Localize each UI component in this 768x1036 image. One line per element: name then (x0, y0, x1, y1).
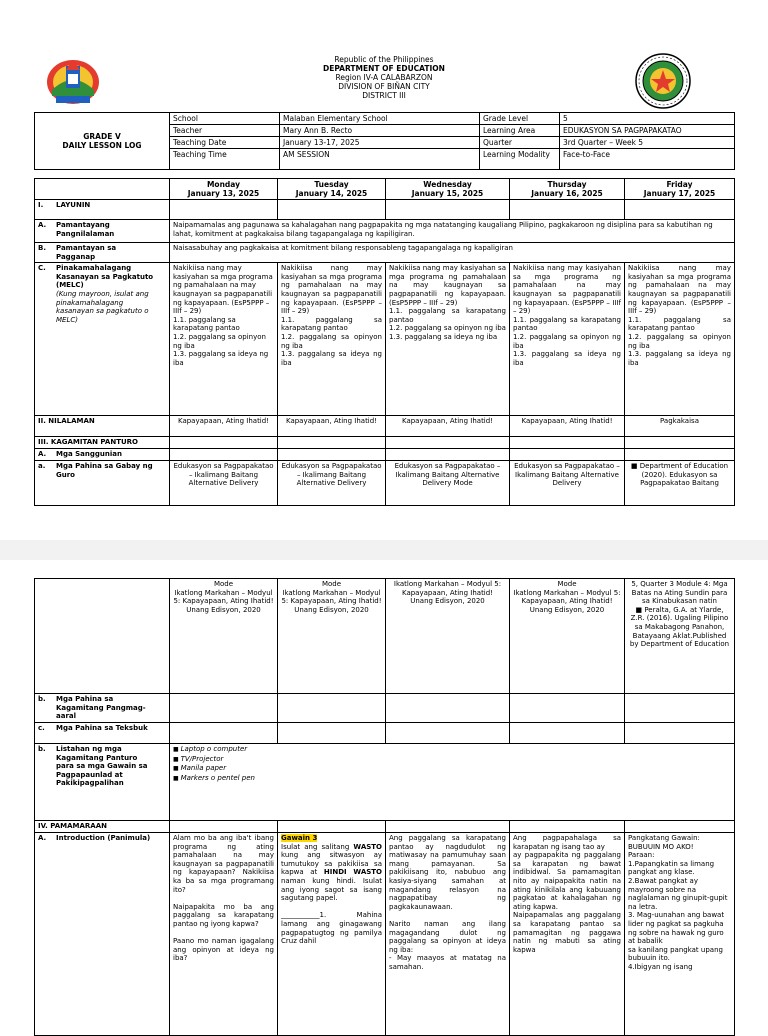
layunin-label: I. LAYUNIN (35, 200, 170, 220)
log-title: DAILY LESSON LOG (62, 141, 142, 150)
gabay-label: a. Mga Pahina sa Gabay ng Guro (35, 461, 170, 506)
header-district: DISTRICT III (362, 91, 406, 100)
pamantayang-pangnilalaman-value: Naipamamalas ang pagunawa sa kahalagahan nang pagpapakita ng mga natatanging kaugaliang Pilipino, pagkakaroon ng disiplina para sa kabutihan ng lahat, komitment at pagkakaisa bilang tagapangalaga ng kapiligiran. (170, 220, 735, 243)
day-header-friday: Friday January 17, 2025 (625, 179, 735, 200)
layunin-fri (625, 200, 735, 220)
pangmag-aaral-tue (278, 694, 386, 723)
lesson-table-page1 (34, 178, 735, 506)
gabay-wed-p1: Edukasyon sa Pagpapakatao – Ikalimang Baitang Alternative Delivery Mode (386, 461, 510, 506)
header-republic: Republic of the Philippines (334, 55, 434, 64)
pamamaraan-tue (278, 821, 386, 833)
nilalaman-wed: Kapayapaan, Ating Ihatid! (386, 416, 510, 437)
header-department: DEPARTMENT OF EDUCATION (323, 64, 445, 73)
teaching-time-value: AM SESSION (280, 149, 480, 170)
material-item: ■ Manila paper (173, 764, 731, 774)
layunin-tue (278, 200, 386, 220)
gabay-fri-p2: 5, Quarter 3 Module 4: Mga Batas na Ating Sundin para sa Kinabukasan natin ■ Peralta, G.A. at Ylarde, Z.R. (2016). Ugaling Pilipino sa Makabagong Panahon, Batayaang Aklat.Published by Department of Education (625, 579, 735, 694)
gabay-mon-p2: Mode Ikatlong Markahan – Modyul 5: Kapayapaan, Ating Ihatid! Unang Edisyon, 2020 (170, 579, 278, 694)
kagamitan-tue (278, 437, 386, 449)
melc-wed: Nakikiisa nang may kasiyahan sa mga programa ng pamahalaan na may kaugnayan sa pagpapanatili ng kapayapaan. (EsP5PPP – IIIf – 29) 1.1. paggalang sa karapatang pantao 1.2. paggalang sa opinyon ng iba 1.3. paggalang sa ideya ng iba (386, 263, 510, 416)
sanggunian-thu (510, 449, 625, 461)
teksbuk-thu (510, 723, 625, 744)
sanggunian-tue (278, 449, 386, 461)
header-division: DIVISION OF BIÑAN CITY (338, 82, 430, 91)
quarter-value: 3rd Quarter – Week 5 (560, 137, 735, 149)
material-item: ■ Markers o pentel pen (173, 774, 731, 784)
gabay-tue-p1: Edukasyon sa Pagpapakatao – Ikalimang Baitang Alternative Delivery (278, 461, 386, 506)
pamamaraan-wed (386, 821, 510, 833)
kagamitan-fri (625, 437, 735, 449)
nilalaman-thu: Kapayapaan, Ating Ihatid! (510, 416, 625, 437)
teksbuk-wed (386, 723, 510, 744)
learning-area-label: Learning Area (480, 125, 560, 137)
info-table (34, 112, 735, 170)
teksbuk-mon (170, 723, 278, 744)
layunin-thu (510, 200, 625, 220)
lesson-table-page2 (34, 578, 735, 1036)
teacher-label: Teacher (170, 125, 280, 137)
sanggunian-fri (625, 449, 735, 461)
teaching-date-value: January 13-17, 2025 (280, 137, 480, 149)
kagamitan-thu (510, 437, 625, 449)
modality-label: Learning Modality (480, 149, 560, 170)
day-header-monday: Monday January 13, 2025 (170, 179, 278, 200)
gabay-fri-p1: ■ Department of Education (2020). Edukasyon sa Pagpapakatao Baitang (625, 461, 735, 506)
teacher-value: Mary Ann B. Recto (280, 125, 480, 137)
materials-list (173, 745, 731, 783)
pamantayan-sa-pagganap-label: B. Pamantayan sa Pagganap (35, 243, 170, 263)
pamamaraan-thu (510, 821, 625, 833)
gawain-tag: Gawain 3 (281, 834, 318, 842)
material-item: ■ TV/Projector (173, 755, 731, 765)
pangmag-aaral-fri (625, 694, 735, 723)
intro-mon: Alam mo ba ang iba't ibang programa ng ating pamahalaan na may kaugnayan sa pagpapanatili ng kapayapaan? Nakikiisa ka ba sa mga programang ito? Naipapakita mo ba ang paggalang sa karapatang pantao ng iyong kapwa? Paano mo naman igagalang ang opinyon at ideya ng iba? (170, 833, 278, 1036)
pangmag-aaral-wed (386, 694, 510, 723)
school-value: Malaban Elementary School (280, 113, 480, 125)
intro-thu: Ang pagpapahalaga sa karapatan ng isang tao ay ay pagpapakita ng paggalang sa karapatan ng bawat indibidwal. Sa pamamagitan nito ay naipapakita natin na ating kinikilala ang kabuuang pagkatao at kahalagahan ng ating kapwa. Naipapamalas ang paggalang sa karapatang pantao sa pamamagitan ng paggawa natin ng mabuti sa ating kapwa (510, 833, 625, 1036)
gabay-mon-p1: Edukasyon sa Pagpapakatao – Ikalimang Baitang Alternative Delivery (170, 461, 278, 506)
melc-mon: Nakikiisa nang may kasiyahan sa mga programa ng pamahalaan na may kaugnayan sa pagpapanatili ng kapayapaan. (EsP5PPP – IIIf – 29) 1.1. paggalang sa karapatang pantao 1.2. paggalang sa opinyon ng iba 1.3. paggalang sa ideya ng iba (170, 263, 278, 416)
teksbuk-fri (625, 723, 735, 744)
pamamaraan-mon (170, 821, 278, 833)
sanggunian-mon (170, 449, 278, 461)
melc-fri: Nakikiisa nang may kasiyahan sa mga programa ng pamahalaan na may kaugnayan sa pagpapanatili ng kapayapaan. (EsP5PPP – IIIf – 29) 1.1. paggalang sa karapatang pantao 1.2. paggalang sa opinyon ng iba 1.3. paggalang sa ideya ng iba (625, 263, 735, 416)
quarter-label: Quarter (480, 137, 560, 149)
nilalaman-fri: Pagkakaisa (625, 416, 735, 437)
nilalaman-mon: Kapayapaan, Ating Ihatid! (170, 416, 278, 437)
nilalaman-label: II. NILALAMAN (35, 416, 170, 437)
pangmag-aaral-thu (510, 694, 625, 723)
school-label: School (170, 113, 280, 125)
materials-cell (170, 744, 735, 821)
melc-label: C. Pinakamahalagang Kasanayan sa Pagkatuto (MELC) (Kung mayroon, isulat ang pinakamahalagang kasanayan sa pagkatuto o MELC) (35, 263, 170, 416)
gabay-wed-p2: Ikatlong Markahan – Modyul 5: Kapayapaan, Ating Ihatid! Unang Edisyon, 2020 (386, 579, 510, 694)
intro-fri: Pangkatang Gawain: BUBUUIN MO AKO! Paraan: 1.Papangkatin sa limang pangkat ang klase. 2.Bawat pangkat ay mayroong sobre na naglalaman ng ginupit-gupit na letra. 3. Mag-uunahan ang bawat lider ng pagkat sa pagkuha ng sobre na hawak ng guro at babalik sa kanilang pangkat upang bubuuin ito. 4.Ibigyan ng isang (625, 833, 735, 1036)
gabay-cont-label (35, 579, 170, 694)
day-header-thursday: Thursday January 16, 2025 (510, 179, 625, 200)
melc-sublabel: (Kung mayroon, isulat ang pinakamahalagang kasanayan sa pagkatuto o MELC) (56, 289, 149, 324)
gabay-tue-p2: Mode Ikatlong Markahan – Modyul 5: Kapayapaan, Ating Ihatid! Unang Edisyon, 2020 (278, 579, 386, 694)
sanggunian-wed (386, 449, 510, 461)
gabay-thu-p1: Edukasyon sa Pagpapakatao – Ikalimang Baitang Alternative Delivery (510, 461, 625, 506)
pamamaraan-fri (625, 821, 735, 833)
pangmag-aaral-mon (170, 694, 278, 723)
sanggunian-label: A. Mga Sanggunian (35, 449, 170, 461)
pamantayan-sa-pagganap-value: Naisasabuhay ang pagkakaisa at komitment bilang responsableng tagapangalaga ng kapaligiran (170, 243, 735, 263)
listahan-label: b. Listahan ng mga Kagamitang Panturo para sa mga Gawain sa Pagpapaunlad at Pakikipagpalihan (35, 744, 170, 821)
pamantayang-pangnilalaman-label: A. Pamantayang Pangnilalaman (35, 220, 170, 243)
document-header (0, 55, 768, 100)
day-header-blank (35, 179, 170, 200)
teksbuk-tue (278, 723, 386, 744)
learning-area-value: EDUKASYON SA PAGPAPAKATAO (560, 125, 735, 137)
introduction-label: A. Introduction (Panimula) (35, 833, 170, 1036)
pamamaraan-label: IV. PAMAMARAAN (35, 821, 170, 833)
gabay-thu-p2: Mode Ikatlong Markahan – Modyul 5: Kapayapaan, Ating Ihatid! Unang Edisyon, 2020 (510, 579, 625, 694)
material-item: ■ Laptop o computer (173, 745, 731, 755)
intro-wed: Ang paggalang sa karapatang pantao ay nagdudulot ng matiwasay na pamumuhay saan mang pamayanan. Sa pakikiisang ito, nabubuo ang kasiya-siyang samahan at magandang relasyon na nagpapatibay ng pagkakaunawaan. Narito naman ang ilang magagandang dulot ng paggalang sa opinyon at ideya ng iba: - May maayos at matatag na samahan. (386, 833, 510, 1036)
day-header-wednesday: Wednesday January 15, 2025 (386, 179, 510, 200)
modality-value: Face-to-Face (560, 149, 735, 170)
grade-level-value: 5 (560, 113, 735, 125)
kagamitan-label: III. KAGAMITAN PANTURO (35, 437, 170, 449)
kagamitan-mon (170, 437, 278, 449)
teaching-date-label: Teaching Date (170, 137, 280, 149)
melc-thu: Nakikiisa nang may kasiyahan sa mga programa ng pamahalaan na may kaugnayan sa pagpapanatili ng kapayapaan. (EsP5PPP – IIIf – 29) 1.1. paggalang sa karapatang pantao 1.2. paggalang sa opinyon ng iba 1.3. paggalang sa ideya ng iba (510, 263, 625, 416)
intro-tue: Gawain 3 Isulat ang salitang WASTO kung ang sitwasyon ay tumutukoy sa pakikiisa sa kapwa at HINDI WASTO naman kung hindi. Isulat ang iyong sagot sa isang sagutang papel. ___________1. Mahina lamang ang ginagawang pagpapatugtog ng pamilya Cruz dahil (278, 833, 386, 1036)
page-gap (0, 540, 768, 560)
grade-level-label: Grade Level (480, 113, 560, 125)
kagamitan-wed (386, 437, 510, 449)
grade-title: GRADE V (83, 132, 121, 141)
melc-tue: Nakikiisa nang may kasiyahan sa mga programa ng pamahalaan na may kaugnayan sa pagpapanatili ng kapayapaan. (EsP5PPP – IIIf – 29) 1.1. paggalang sa karapatang pantao 1.2. paggalang sa opinyon ng iba 1.3. paggalang sa ideya ng iba (278, 263, 386, 416)
kagamitang-pangmag-aaral-label: b. Mga Pahina sa Kagamitang Pangmag-aaral (35, 694, 170, 723)
teaching-time-label: Teaching Time (170, 149, 280, 170)
teksbuk-label: c. Mga Pahina sa Teksbuk (35, 723, 170, 744)
layunin-wed (386, 200, 510, 220)
layunin-mon (170, 200, 278, 220)
day-header-tuesday: Tuesday January 14, 2025 (278, 179, 386, 200)
grade-title-cell (35, 113, 170, 170)
nilalaman-tue: Kapayapaan, Ating Ihatid! (278, 416, 386, 437)
header-region: Region IV-A CALABARZON (335, 73, 433, 82)
